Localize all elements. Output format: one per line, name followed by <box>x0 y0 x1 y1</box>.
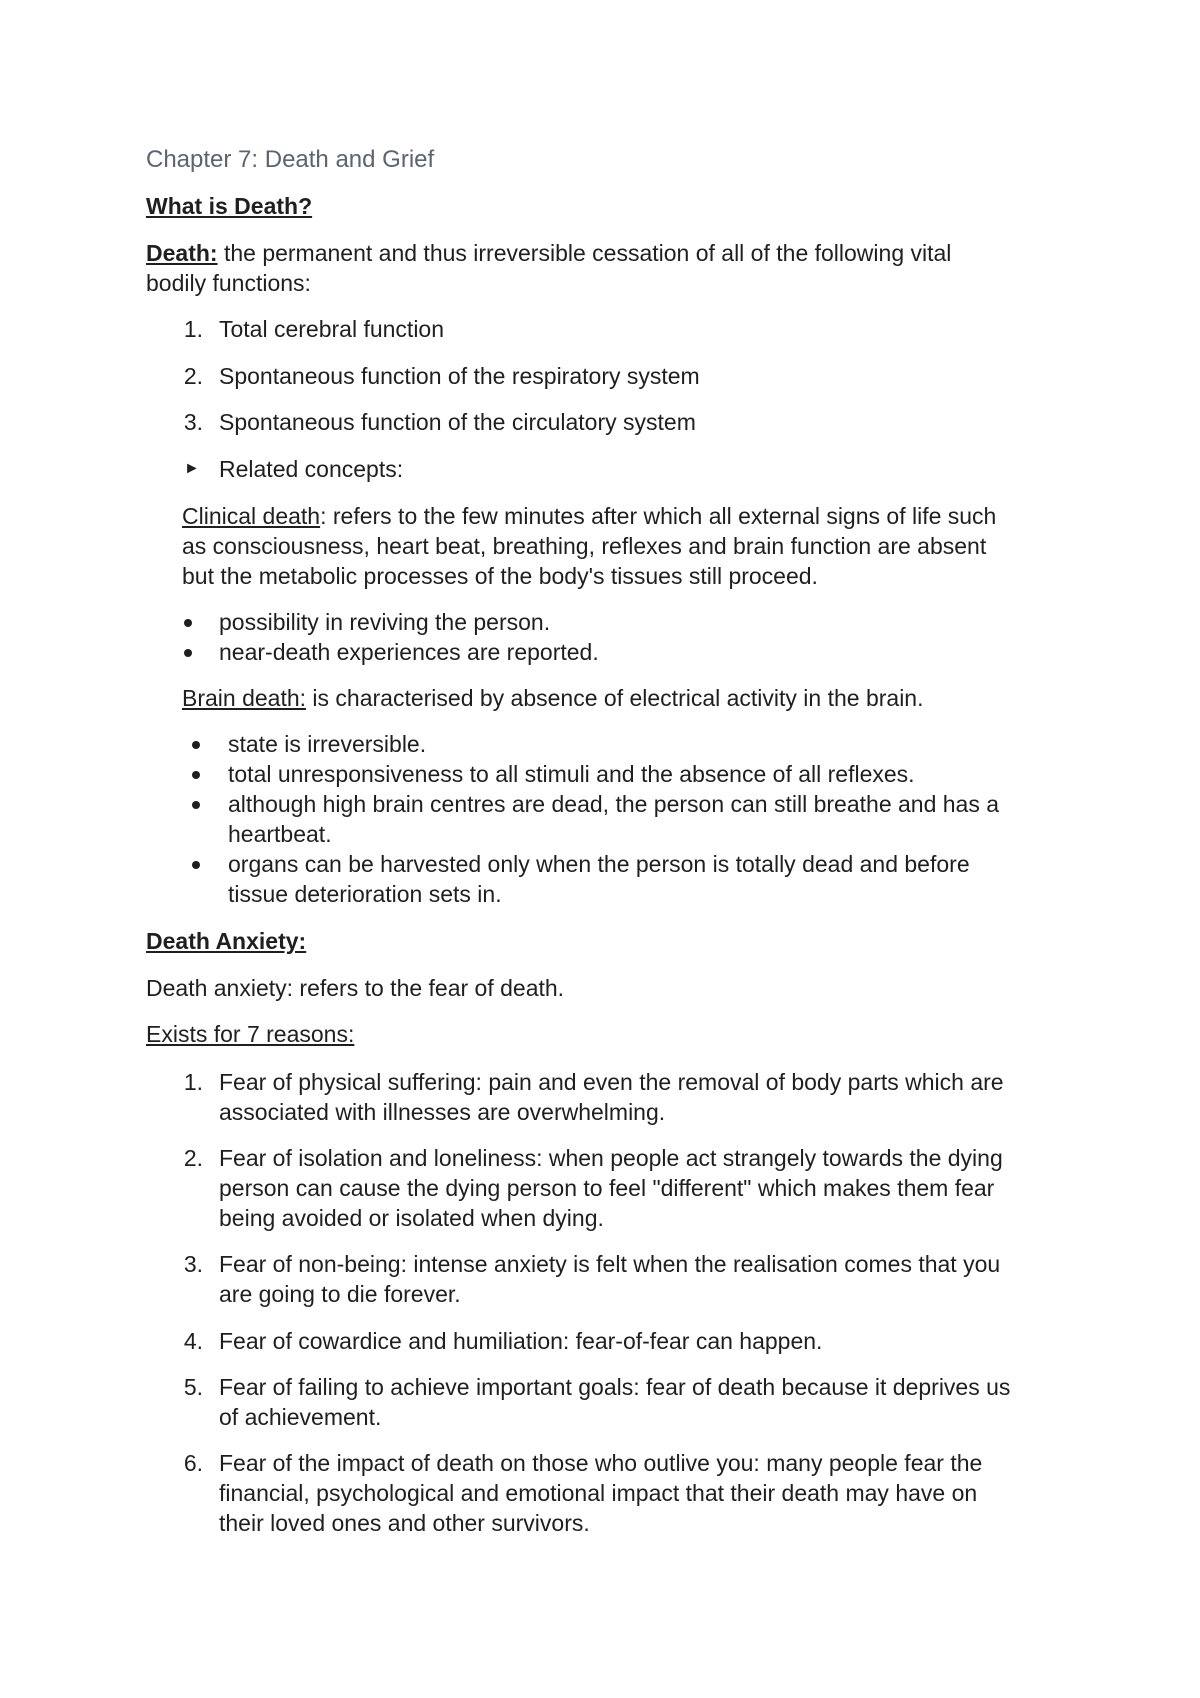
bullet-item-cont: heartbeat. <box>228 821 332 847</box>
list-number: 3. <box>183 1251 203 1277</box>
list-number: 2. <box>183 1145 203 1171</box>
list-item: Spontaneous function of the respiratory system <box>219 363 700 389</box>
list-item: Fear of failing to achieve important goals: fear of death because it deprives us <box>219 1374 1011 1400</box>
list-number: 5. <box>183 1374 203 1400</box>
bullet-item: near-death experiences are reported. <box>219 639 599 665</box>
page-title: Chapter 7: Death and Grief <box>146 146 435 173</box>
bullet-item: state is irreversible. <box>228 731 427 757</box>
brain-death-definition <box>182 683 924 713</box>
death-definition-text: the permanent and thus irreversible cessation of all of the following vital <box>217 240 952 266</box>
death-term: Death: <box>146 240 218 266</box>
brain-death-text: is characterised by absence of electrical activity in the brain. <box>306 685 924 711</box>
list-number: 1. <box>183 1069 203 1095</box>
reasons-label: Exists for 7 reasons: <box>146 1021 355 1047</box>
clinical-death-text: : refers to the few minutes after which all external signs of life such <box>320 503 997 529</box>
bullet-item: although high brain centres are dead, the person can still breathe and has a <box>228 791 1000 817</box>
list-item-cont: of achievement. <box>219 1404 382 1430</box>
list-item: Fear of the impact of death on those who outlive you: many people fear the <box>219 1450 983 1476</box>
list-number: 2. <box>183 363 203 389</box>
list-item-cont: their loved ones and other survivors. <box>219 1510 590 1536</box>
list-item: Total cerebral function <box>219 316 445 342</box>
list-item: Spontaneous function of the circulatory system <box>219 409 696 435</box>
list-item-cont: financial, psychological and emotional impact that their death may have on <box>219 1480 978 1506</box>
list-item-cont: associated with illnesses are overwhelming. <box>219 1099 666 1125</box>
list-item: Fear of cowardice and humiliation: fear-of-fear can happen. <box>219 1328 823 1354</box>
list-item-cont: being avoided or isolated when dying. <box>219 1205 604 1231</box>
death-definition <box>146 238 951 268</box>
list-number: 4. <box>183 1328 203 1354</box>
bullet-item: total unresponsiveness to all stimuli and the absence of all reflexes. <box>228 761 915 787</box>
list-item: Fear of non-being: intense anxiety is felt when the realisation comes that you <box>219 1251 1001 1277</box>
section-heading-death-anxiety: Death Anxiety: <box>146 928 307 954</box>
bullet-item-cont: tissue deterioration sets in. <box>228 881 502 907</box>
bullet-icon <box>192 741 200 749</box>
clinical-death-definition <box>182 501 996 531</box>
list-number: 1. <box>183 316 203 342</box>
bullet-icon <box>192 801 200 809</box>
list-item: Fear of isolation and loneliness: when people act strangely towards the dying <box>219 1145 1003 1171</box>
brain-death-term: Brain death: <box>182 685 307 711</box>
list-number: 3. <box>183 409 203 435</box>
list-item-cont: person can cause the dying person to feel "different" which makes them fear <box>219 1175 995 1201</box>
bullet-item: possibility in reviving the person. <box>219 609 551 635</box>
death-definition-cont: bodily functions: <box>146 270 311 296</box>
bullet-item: organs can be harvested only when the person is totally dead and before <box>228 851 970 877</box>
list-item-cont: are going to die forever. <box>219 1281 461 1307</box>
list-item: Fear of physical suffering: pain and even the removal of body parts which are <box>219 1069 1004 1095</box>
list-number: 6. <box>183 1450 203 1476</box>
clinical-death-line3: but the metabolic processes of the body's tissues still proceed. <box>182 563 818 589</box>
death-anxiety-intro: Death anxiety: refers to the fear of death. <box>146 975 565 1001</box>
bullet-icon <box>192 771 200 779</box>
bullet-icon <box>184 649 192 657</box>
section-heading-what-is-death: What is Death? <box>146 193 313 219</box>
arrow-bullet-icon: ► <box>184 460 200 477</box>
bullet-icon <box>192 861 200 869</box>
clinical-death-line2: as consciousness, heart beat, breathing, reflexes and brain function are absent <box>182 533 987 559</box>
bullet-icon <box>184 619 192 627</box>
related-concepts-label: Related concepts: <box>219 456 404 482</box>
clinical-death-term: Clinical death <box>182 503 321 529</box>
